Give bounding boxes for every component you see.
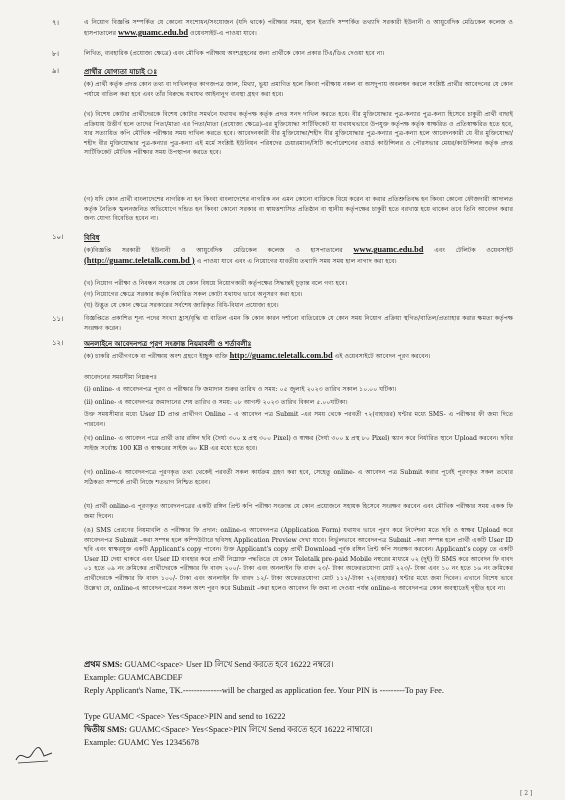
section-title: প্রার্থীর যোগ্যতা যাচাই ঃ: [84, 67, 158, 76]
website-link[interactable]: www.guamc.edu.bd: [118, 27, 189, 37]
website-link[interactable]: www.guamc.edu.bd: [353, 245, 424, 254]
item-text: লিখিত, ব্যবহারিক (প্রযোজ্য ক্ষেত্রে) এবং মৌখিক পরীক্ষায় অংশগ্রহনের জন্য প্রার্থীকে কোন প্রকার টিএ/ডিএ দেওয়া হবে না।: [84, 50, 385, 57]
item-number: ৮।: [52, 50, 60, 58]
section-title: অনলাইনে আবেদনপত্র পূরণ সংক্রান্ত নিয়মাবলী ও শর্তাবলীঃ: [84, 339, 252, 348]
teletalk-link[interactable]: http://guamc.teletalk.com.bd: [229, 351, 333, 360]
item-number: ৭।: [52, 19, 60, 27]
signature-icon: [14, 744, 54, 766]
section-number: ৯।: [52, 67, 60, 75]
item-text: এ নিয়োগ বিজ্ঞপ্তি সম্পর্কিত যে কোনো সংশোধন/সংযোজন (যদি থাকে) পরীক্ষার সময়, স্থান ইত্যাদি সম্পর্কিত তথ্যাদি সরকারী ইউনানী ও আয়ুর্বেদিক মেডিকেল কলেজ ও হাসপাতালের www.guamc.edu.bd ওয়েবসাইট-এ পাওয়া যাবে।: [84, 19, 513, 37]
section-number: ১২।: [52, 339, 64, 347]
teletalk-link[interactable]: (http://guamc.teletalk.com.bd ): [84, 255, 195, 265]
section-number: ১১।: [52, 315, 64, 323]
document-page: ৭। এ নিয়োগ বিজ্ঞপ্তি সম্পর্কিত যে কোনো সংশোধন/সংযোজন (যদি থাকে) পরীক্ষার সময়, স্থান ইত্যাদি সম্পর্কিত তথ্যাদি সরকারী ইউনানী ও আয়ুর্বেদিক মেডিকেল কলেজ ও হাসপাতালের www.guamc.edu.bd ওয়েবসাইট-এ পাওয়া যাবে। ৮। লিখিত, ব্যবহারিক (প্রযোজ্য ক্ষেত্রে) এবং মৌখিক পরীক্ষায় অংশগ্রহনের জন্য প্রার্থীকে কোন প্রকার টিএ/ডিএ দেওয়া হবে না। ৯। প্রার্থীর যোগ্যতা যাচাই ঃ (ক) প্রার্থী কর্তৃক প্রদত্ত কোন তথ্য বা দাখিলকৃত কাগজপত্র জাল, মিথ্যা, ভুয়া প্রমাণিত হলে কিংবা পরীক্ষায় নকল বা অসদুপায় অবলম্বন করলে সংশ্লিষ্ট প্রার্থীর আবেদনের যে কোন পর্যায়ে বাতিল করা হবে এবং তাঁর বিরুদ্ধে যথাযথ আইনানুগ ব্যবস্থা গ্রহণ করা হবে। (খ) বিশেষ কোটার প্রার্থীদেরকে বিশেষ কোটার সমর্থনে যথাযথ কর্তৃপক্ষ কর্তৃক প্রদত্ত সনদ দাখিল করতে হবে। বীর মুক্তিযোদ্ধার পুত্র-কন্যার পুত্র-কন্যা হিসেবে চাকুরী প্রার্থী বাছাই প্রক্রিয়ায় উত্তীর্ণ হলে তাদের পিতা/মাতা এর পিতা/মাতা (প্রযোজ্য ক্ষেত্রে)-এর মুক্তিযোদ্ধা সার্টিফিকেট যা যথাযথভাবে উপযুক্ত কর্তৃপক্ষ কর্তৃক স্বাক্ষরিত ও প্রতিস্বাক্ষরিত হতে হবে, যার সত্যায়িত কপি মৌখিক পরীক্ষার সময় দাখিল করতে হবে। আবেদনকারী বীর মুক্তিযোদ্ধা/শহীদ বীর মুক্তিযোদ্ধার পুত্র-কন্যার পুত্র-কন্যা হলে আবেদনকারী যে বীর মুক্তিযোদ্ধা/শহীদ বীর মুক্তিযোদ্ধার পুত্র-কন্যার পুত্র-কন্যা এই মর্মে সংশ্লিষ্ট ইউনিয়ন পরিষদের চেয়ারম্যান/সিটি কর্পোরেশনের ওয়ার্ড কাউন্সিলর ও পৌরসভার মেয়র/কাউন্সিলর কর্তৃক প্রদত্ত সার্টিফিকেট মৌখিক পরীক্ষার সময় উপস্থাপন করতে হবে। (গ) যদি কোন প্রার্থী বাংলাদেশের নাগরিক না হন কিংবা বাংলাদেশের নাগরিক নন এমন কোনো ব্যক্তিকে বিয়ে করেন বা করার প্রতিশ্রুতিবদ্ধ হন কিংবা কোনো ফৌজদারী আদালত কর্তৃক নৈতিক স্খলনজনিত অভিযোগে দন্ডিত হন কিংবা কোনো সরকার বা স্বায়ত্তশাসিত প্রতিষ্ঠান বা স্থানীয় কর্তৃপক্ষের চাকুরী হতে বরখাস্ত হয়ে থাকেন তবে তিনি আবেদন করার জন্য যোগ্য বিবেচিত হবেন না। ১০। বিবিধ (ক)বিজ্ঞপ্তি সরকারী ইউনানী ও আয়ুর্বেদিক মেডিকেল কলেজ ও হাসপাতালের www.guamc.edu.bd এবং টেলিটক ওয়েবসাইট (http://guamc.teletalk.com.bd ) এ পাওয়া যাবে এবং এ নিয়োগের যাবতীয় তথ্যাদি সময় সময় হাল নাগাদ করা হবে। (খ) নিয়োগ পরীক্ষা ও নিবন্ধন সংক্রান্ত যে কোন বিষয়ে নিয়োগকারী কর্তৃপক্ষের সিদ্ধান্তই চূড়ান্ত বলে গণ্য হবে। (গ) নিয়োগের ক্ষেত্রে সরকার কর্তৃক নির্ধারিত সকল কোটা যথাযথ ভাবে অনুসরণ করা হবে। (ঘ) উদ্ভূত যে কোন ক্ষেত্রে সরকারের সর্বশেষ জারিকৃত বিধি-বিধান প্রযোজ্য হবে। ১১। বিজ্ঞপ্তিতে প্রকাশিত শূন্য পদের সংখ্যা হ্রাস/বৃদ্ধি বা বাতিল এমন কি কোন কারন দর্শানো ব্যতিরেকে যে কোন সময় নিয়োগ প্রক্রিয়া স্থগিত/বাতিল/প্রত্যাহার করার ক্ষমতা কর্তৃপক্ষ সংরক্ষণ করেন। ১২। অনলাইনে আবেদনপত্র পূরণ সংক্রান্ত নিয়মাবলী ও শর্তাবলীঃ (ক) চাকরি প্রার্থীগণকে বা পরীক্ষায় অংশ গ্রহণে ইচ্ছুক ব্যক্তি http://guamc.teletalk.com.bd এই ওয়েবসাইটে আবেদন পূরণ করবেন। আবেদনের সময়সীমা নিম্নরূপঃ (i) online- এ আবেদনপত্র পূরণ ও পরীক্ষার ফি জমাদান শুরুর তারিখ ও সময়: ০৫ জুলাই ২০২৩ তারিখ সকাল ১০.০০ ঘটিকা। (ii) online- এ আবেদনপত্র জমাদানের শেষ তারিখ ও সময়: ০৮ আগস্ট ২০২৩ তারিখ বিকাল ৫.০০ঘটিকা। উক্ত সময়সীমার মধ্যে User ID প্রাপ্ত প্রার্থীগণ Online – এ আবেদন পত্র Submit -এর সময় থেকে পরবর্তী ৭২(বাহাত্তর) ঘন্টার মধ্যে SMS- এ পরীক্ষার ফী জমা দিতে পারবেন। (খ) online- এ আবেদন পত্রে প্রার্থী তার রঙ্গিন ছবি (দৈর্ঘ্য ৩০০ x প্রস্থ ৩০০ Pixel) ও স্বাক্ষর (দৈর্ঘ্য ৩০০ x প্রস্থ ৮০ Pixel) স্ক্যান করে নির্ধারিত স্থানে Upload করবেন। ছবির সাইজ সর্বোচ্চ 100 KB ও স্বাক্ষরের সাইজ ৬০ KB এর মধ্যে হতে হবে। (গ) online-এ আবেদনপত্রে পূরণকৃত তথ্য থেকেই পরবর্তী সকল কার্যক্রম গ্রহণ করা হবে, সেহেতু online- এ আবেদন পত্র Submit করার পূর্বেই পূরণকৃত সকল তথ্যের সঠিকতা সম্পর্কে প্রার্থী নিজে শতভাগ নিশ্চিত হবেন। (ঘ) প্রার্থী online-এ পূরণকৃত আবেদনপত্রের একটি রঙ্গিন প্রিন্ট কপি পরীক্ষা সংক্রান্ত যে কোন প্রয়োজনে সহায়ক হিসেবে সংরক্ষণ করবেন এবং মৌখিক পরীক্ষার সময় একক ফি জমা দিবেন। (ঙ) SMS প্রেরণের নিয়মাবলি ও পরীক্ষার ফি প্রদান: online-এ আবেদনপত্র (Application Form) যথাযথ ভাবে পূরণ করে নির্দেশনা মতে ছবি ও স্বাক্ষর Upload করে আবেদনপত্র Submit –করা সম্পন্ন হলে কম্পিউটারে ছবিসহ Application Preview দেখা যাবে। নির্ভুলভাবে আবেদনপত্র Submit –করা সম্পন্ন হলে প্রার্থী একটি User ID ছবি এবং স্বাক্ষরযুক্ত একটি Applicant's copy পাবেন। উক্ত Applicant's copy প্রার্থী Download পূর্বক রঙ্গিন প্রিন্ট কপি সংরক্ষণ করবেন। Applicant's copy তে একটি User ID দেয়া থাকবে এবং User ID ব্যবহার করে প্রার্থী নিম্নোক্ত পদ্ধতিতে যে কোন Teletalk pre-paid Mobile নম্বরের মাধ্যমে ০২ (দুই) টি SMS করে আবেদন ফি বাবদ ০১ হতে ০৯ নং ক্রমিকের প্রার্থীদেরকে পরীক্ষার ফি বাবদ ২০০/- টাকা এবং অনলাইন ফি বাবদ ২৩/- টাকা অফেরতযোগ্য মোট ২২৩/- টাকা এবং ১০ নং হতে ১৬ নং ক্রমিকের প্রার্থীদেরকে পরীক্ষার ফি বাবদ ১০০/- টাকা এবং অনলাইন ফি বাবদ ১২/- টাকা অফেরতযোগ্য মোট ১১২/-টাকা ৭২(বাহাত্তর) ঘন্টার মধ্যে জমা দিবেন। এখানে বিশেষ ভাবে উল্লেখ্য যে, online-এ আবেদনপত্রের সকল অংশ পূরণ করে Submit –করা হলেও আবেদন ফি জমা না দেওয়া পর্যন্ত online-এ আবেদনপত্র কোন অবস্থাতেই গৃহীত হবে না। প্রথম SMS: GUAMC<space> User ID লিখে Send করতে হবে 16222 নম্বরে। Example: GUAMCABCDEF Reply Applicant's Name, TK.--------------will be charged as application fee. Your PIN is ---------To pay Fee. Type GUAMC <Space> Yes<Space>PIN and send to 16222 দ্বিতীয় SMS: GUAMC<Space> Yes<Space>PIN লিখে Send করতে হবে 16222 নাম্বারে। Example: GUAMC Yes 12345678 [ 2 ]: [0, 0, 565, 800]
section-title: বিবিধ: [84, 233, 100, 242]
section-number: ১০।: [52, 233, 64, 241]
page-mark: [ 2 ]: [520, 790, 533, 797]
